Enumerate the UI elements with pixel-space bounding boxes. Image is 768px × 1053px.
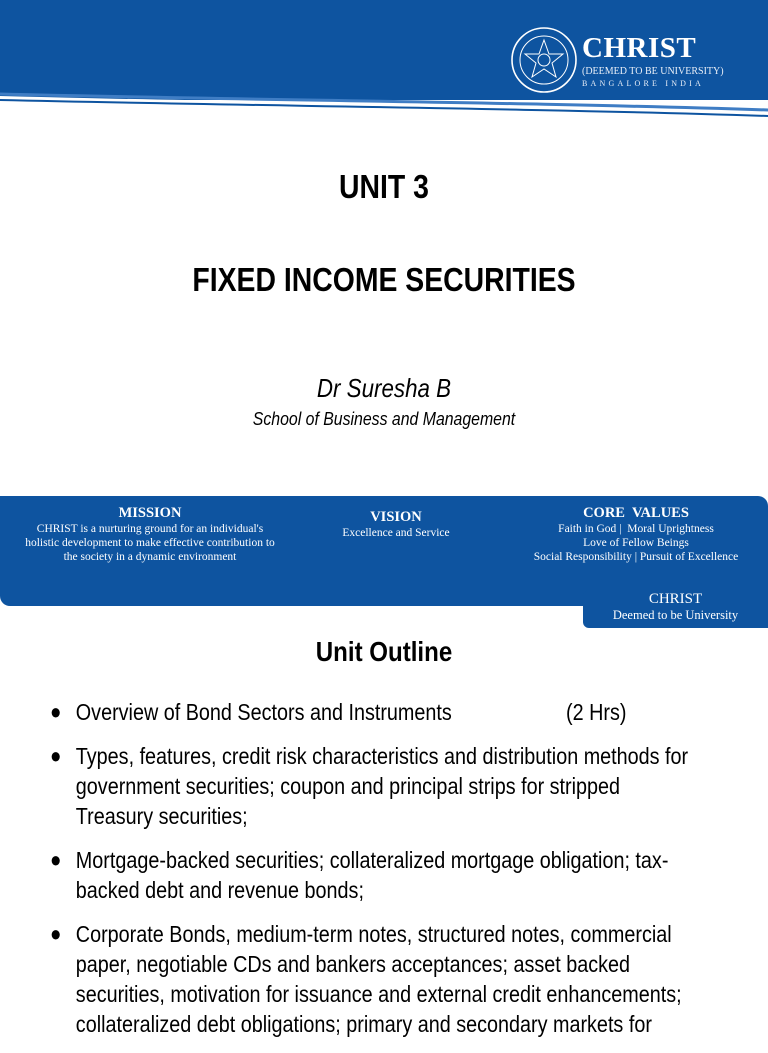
core-values-line: Faith in God | Moral Uprightness <box>558 523 714 535</box>
list-item-line: paper, negotiable CDs and bankers acceptances; asset backed <box>75 951 631 977</box>
list-item-line: Treasury securities; <box>75 803 248 829</box>
christ-tab-subtitle: Deemed to be University <box>612 608 739 622</box>
bullet-icon: ● <box>50 743 62 768</box>
bullet-icon: ● <box>50 921 62 946</box>
school-name: School of Business and Management <box>252 409 516 429</box>
logo-name: CHRIST <box>582 32 697 64</box>
vision-block <box>320 508 472 540</box>
list-item-line: Types, features, credit risk characteristics and distribution methods for <box>75 743 689 769</box>
list-item-line: Mortgage-backed securities; collateralized mortgage obligation; tax- <box>75 847 669 873</box>
list-item-line: government securities; coupon and principal strips for stripped <box>75 773 621 799</box>
list-item <box>50 741 764 831</box>
mission-line: holistic development to make effective contribution to <box>25 537 275 549</box>
outline-heading: Unit Outline <box>315 636 453 667</box>
list-item-line: Corporate Bonds, medium-term notes, structured notes, commercial <box>75 921 672 947</box>
university-logo <box>510 26 740 96</box>
list-item <box>50 697 764 727</box>
list-item-line: securities, motivation for issuance and external credit enhancements; <box>75 981 682 1007</box>
vision-heading: VISION <box>370 509 422 525</box>
outline-list <box>50 697 768 1053</box>
mission-line: the society in a dynamic environment <box>63 551 237 563</box>
christ-tab-name: CHRIST <box>648 591 703 607</box>
core-values-block <box>505 504 767 564</box>
bullet-icon: ● <box>50 699 62 724</box>
page-title: FIXED INCOME SECURITIES <box>192 261 576 298</box>
logo-city: BANGALORE INDIA <box>582 79 704 88</box>
core-values-line: Social Responsibility | Pursuit of Excellence <box>533 551 739 563</box>
author-name: Dr Suresha B <box>316 373 452 403</box>
list-item-line: Overview of Bond Sectors and Instruments <box>75 699 452 725</box>
mission-line: CHRIST is a nurturing ground for an individual's <box>36 523 264 535</box>
list-item-line: backed debt and revenue bonds; <box>75 877 364 903</box>
university-seal-icon <box>510 26 578 94</box>
christ-tab <box>583 590 768 628</box>
list-item-hours: (2 Hrs) <box>566 699 627 725</box>
logo-subtitle: (DEEMED TO BE UNIVERSITY) <box>582 66 724 77</box>
list-item <box>50 919 764 1039</box>
mission-block <box>0 504 300 564</box>
unit-title: UNIT 3 <box>339 168 429 205</box>
list-item <box>50 845 764 905</box>
vision-text: Excellence and Service <box>342 527 450 539</box>
mission-heading: MISSION <box>118 505 182 521</box>
core-values-heading: CORE VALUES <box>583 505 689 521</box>
bullet-icon: ● <box>50 847 62 872</box>
core-values-line: Love of Fellow Beings <box>583 537 689 549</box>
list-item-line: collateralized debt obligations; primary and secondary markets for <box>75 1011 652 1037</box>
